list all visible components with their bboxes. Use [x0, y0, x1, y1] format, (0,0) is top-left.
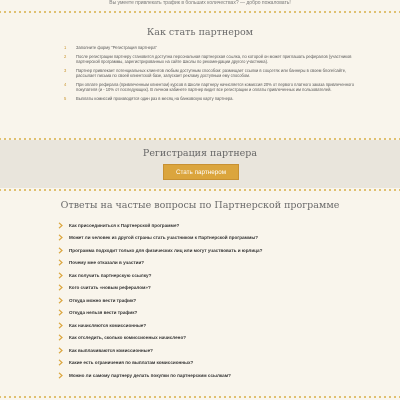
faq-item[interactable]	[58, 269, 358, 282]
become-partner-button[interactable]: Стать партнером	[163, 164, 239, 180]
faq-question: Как выплачиваются комиссионные?	[69, 347, 153, 353]
chevron-right-icon	[58, 259, 63, 266]
step-text: После регистрации партнеру становится доступна персональная партнерская ссылка, по которой он может приглашать рефералов (участников партнерской программы, зарегистрированных на сайте Школы по рекомендации другого участника).	[76, 54, 352, 64]
faq-item[interactable]	[58, 307, 358, 320]
faq-question: Программа подходит только для физических лиц или могут участвовать и юрлица?	[69, 247, 263, 253]
faq-item[interactable]	[58, 219, 358, 232]
step-number: 3	[64, 68, 67, 73]
step-item	[64, 54, 354, 64]
faq-question: Почему мне отказали в участии?	[69, 260, 145, 266]
faq-question: Как получить партнерскую ссылку?	[69, 272, 152, 278]
step-item	[64, 82, 354, 92]
faq-question: Откуда нельзя вести трафик?	[69, 310, 138, 316]
chevron-right-icon	[58, 309, 63, 316]
faq-item[interactable]	[58, 319, 358, 332]
step-item	[64, 68, 354, 78]
step-text: Заполните форму "Регистрация партнера"	[76, 45, 157, 50]
chevron-right-icon	[58, 297, 63, 304]
faq-question: Может ли человек из другой страны стать участником к Партнерской программы?	[69, 235, 259, 241]
divider-dots-band-bottom	[0, 188, 400, 192]
how-to-steps	[64, 45, 354, 105]
faq-item[interactable]	[58, 344, 358, 357]
step-item	[64, 96, 354, 101]
step-text: При оплате реферала (привлеченным клиентом) курсов в Школе партнеру начисляется комиссия 20% от первого платного заказа привлеченного покупателя (и - 10% от последующих). В личном кабинете партнер видит все регистрации и оплаты привлеченных им пользователей.	[76, 82, 354, 92]
faq-item[interactable]	[58, 244, 358, 257]
chevron-right-icon	[58, 272, 63, 279]
chevron-right-icon	[58, 222, 63, 229]
intro-tail-text: Вы умеете привлекать трафик в больших количествах? — добро пожаловать!	[109, 0, 291, 6]
faq-question: Кого считать «новым рефералом»?	[69, 285, 151, 291]
faq-item[interactable]	[58, 369, 358, 382]
how-to-title: Как стать партнером	[146, 27, 254, 38]
chevron-right-icon	[58, 334, 63, 341]
registration-title: Регистрация партнера	[142, 148, 258, 159]
faq-item[interactable]	[58, 282, 358, 295]
step-number: 5	[64, 96, 67, 101]
step-text: Выплаты комиссий производятся один раз в месяц на банковскую карту партнера.	[76, 96, 234, 101]
faq-item[interactable]	[58, 294, 358, 307]
faq-question: Как начисляются комиссионные?	[69, 322, 147, 328]
divider-dots-top	[0, 10, 400, 14]
step-number: 4	[64, 82, 67, 87]
step-number: 2	[64, 54, 67, 59]
faq-question: Как отследить, сколько комиссионных начислено?	[69, 335, 187, 341]
faq-question: Можно ли самому партнеру делать покупки по партнерским ссылкам?	[69, 372, 231, 378]
step-text: Партнер привлекает потенциальных клиентов любым доступным способом: размещает ссылки в соцсетях или баннеры в своем блоге/сайте, рассылает письма по своей клиентской базе, запускает рекламу доступным ему способом.	[76, 68, 347, 78]
faq-item[interactable]	[58, 257, 358, 270]
chevron-right-icon	[58, 372, 63, 379]
chevron-right-icon	[58, 234, 63, 241]
faq-question: Какие есть ограничения по выплатам комиссионных?	[69, 360, 194, 366]
chevron-right-icon	[58, 347, 63, 354]
step-item	[64, 45, 354, 50]
faq-question: Как присоединиться к Партнерской программе?	[69, 222, 180, 228]
faq-question: Откуда можно вести трафик?	[69, 297, 137, 303]
step-number: 1	[64, 45, 67, 50]
faq-item[interactable]	[58, 232, 358, 245]
divider-dots-bottom	[0, 395, 400, 399]
faq-item[interactable]	[58, 332, 358, 345]
faq-list	[58, 219, 358, 382]
chevron-right-icon	[58, 284, 63, 291]
faq-item[interactable]	[58, 357, 358, 370]
chevron-right-icon	[58, 322, 63, 329]
chevron-right-icon	[58, 247, 63, 254]
chevron-right-icon	[58, 359, 63, 366]
faq-title: Ответы на частые вопросы по Партнерской программе	[60, 200, 340, 211]
